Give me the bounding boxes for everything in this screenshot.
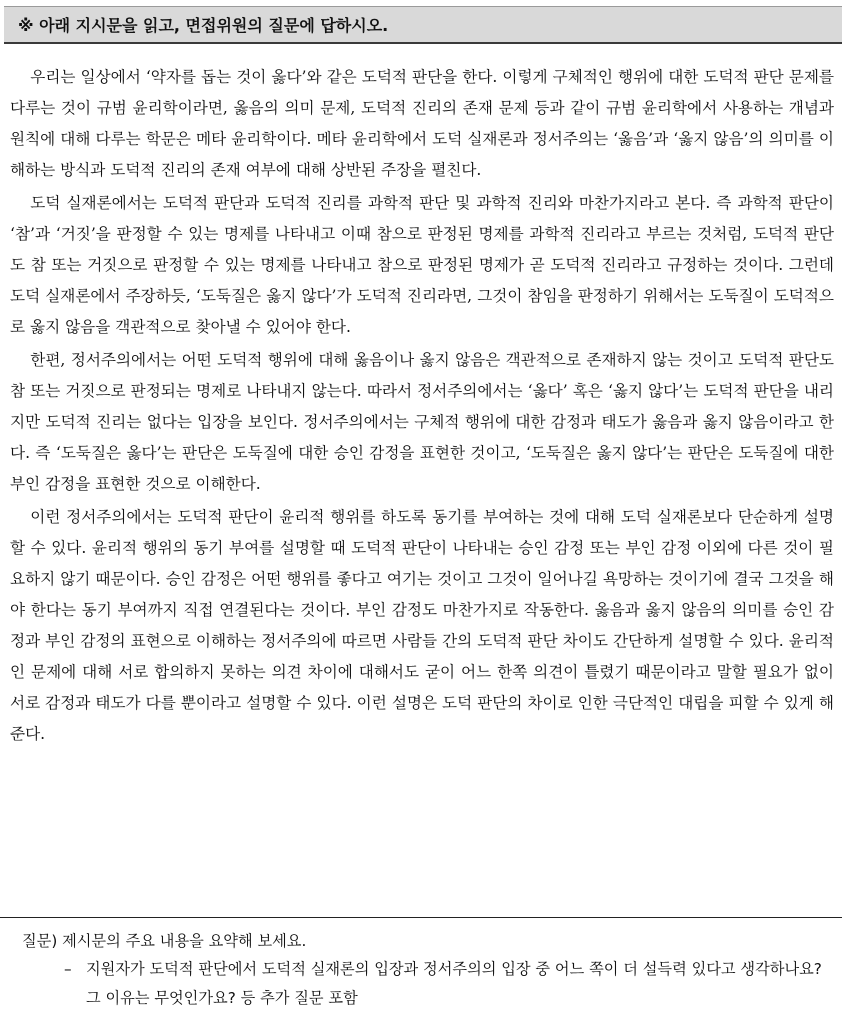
passage-paragraph-3: 한편, 정서주의에서는 어떤 도덕적 행위에 대해 옳음이나 옳지 않음은 객관적으로 존재하지 않는 것이고 도덕적 판단도 참 또는 거짓으로 판정되는 명제로 나타내지 않는다. 따라서 정서주의에서는 ‘옳다’ 혹은 ‘옳지 않다’는 도덕적 판단을 내리지만 도덕적 진리는 없다는 입장을 보인다. 정서주의에서는 구체적 행위에 대한 감정과 태도가 옳음과 옳지 않음이라고 한다. 즉 ‘도둑질은 옳다’는 판단은 도둑질에 대한 승인 감정을 표현한 것이고, ‘도둑질은 옳지 않다’는 판단은 도둑질에 대한 부인 감정을 표현한 것으로 이해한다. (10, 351, 834, 493)
passage-paragraph-4: 이런 정서주의에서는 도덕적 판단이 윤리적 행위를 하도록 동기를 부여하는 것에 대해 도덕 실재론보다 단순하게 설명할 수 있다. 윤리적 행위의 동기 부여를 설명할 때 도덕적 판단이 나타내는 승인 감정 또는 부인 감정 이외에 다른 것이 필요하지 않기 때문이다. 승인 감정은 어떤 행위를 좋다고 여기는 것이고 그것이 일어나길 욕망하는 것이기에 결국 그것을 해야 한다는 동기 부여까지 직접 연결된다는 것이다. 부인 감정도 마찬가지로 작동한다. 옳음과 옳지 않음의 의미를 승인 감정과 부인 감정의 표현으로 이해하는 정서주의에 따르면 사람들 간의 도덕적 판단 차이도 간단하게 설명할 수 있다. 윤리적인 문제에 대해 서로 합의하지 못하는 의견 차이에 대해서도 굳이 어느 한쪽 의견이 틀렸기 때문이라고 말할 필요가 없이 서로 감정과 태도가 다를 뿐이라고 설명할 수 있다. 이런 설명은 도덕 판단의 차이로 인한 극단적인 대립을 피할 수 있게 해준다. (10, 508, 834, 743)
instruction-text: ※ 아래 지시문을 읽고, 면접위원의 질문에 답하시오. (18, 16, 389, 35)
section-divider (0, 917, 842, 918)
followup-question (64, 955, 834, 1013)
followup-question-text: 지원자가 도덕적 판단에서 도덕적 실재론의 입장과 정서주의의 입장 중 어느 쪽이 더 설득력 있다고 생각하나요? 그 이유는 무엇인가요? 등 추가 질문 포함 (86, 960, 822, 1007)
reading-passage (10, 62, 834, 750)
main-question: 질문) 제시문의 주요 내용을 요약해 보세요. (22, 932, 307, 950)
dash-marker: – (64, 960, 72, 978)
passage-paragraph-1: 우리는 일상에서 ‘약자를 돕는 것이 옳다’와 같은 도덕적 판단을 한다. 이렇게 구체적인 행위에 대한 도덕적 판단 문제를 다루는 것이 규범 윤리학이라면, 옳음의 의미 문제, 도덕적 진리의 존재 문제 등과 같이 규범 윤리학에서 사용하는 개념과 원칙에 대해 다루는 학문은 메타 윤리학이다. 메타 윤리학에서 도덕 실재론과 정서주의는 ‘옳음’과 ‘옳지 않음’의 의미를 이해하는 방식과 도덕적 진리의 존재 여부에 대해 상반된 주장을 펼친다. (10, 68, 834, 179)
passage-paragraph-2: 도덕 실재론에서는 도덕적 판단과 도덕적 진리를 과학적 판단 및 과학적 진리와 마찬가지라고 본다. 즉 과학적 판단이 ‘참’과 ‘거짓’을 판정할 수 있는 명제를 나타내고 이때 참으로 판정된 명제를 과학적 진리라고 부르는 것처럼, 도덕적 판단도 참 또는 거짓으로 판정할 수 있는 명제를 나타내고 참으로 판정된 명제가 곧 도덕적 진리라고 규정하는 것이다. 그런데 도덕 실재론에서 주장하듯, ‘도둑질은 옳지 않다’가 도덕적 진리라면, 그것이 참임을 판정하기 위해서는 도둑질이 도덕적으로 옳지 않음을 객관적으로 찾아낼 수 있어야 한다. (10, 194, 834, 336)
instruction-banner (4, 6, 842, 44)
